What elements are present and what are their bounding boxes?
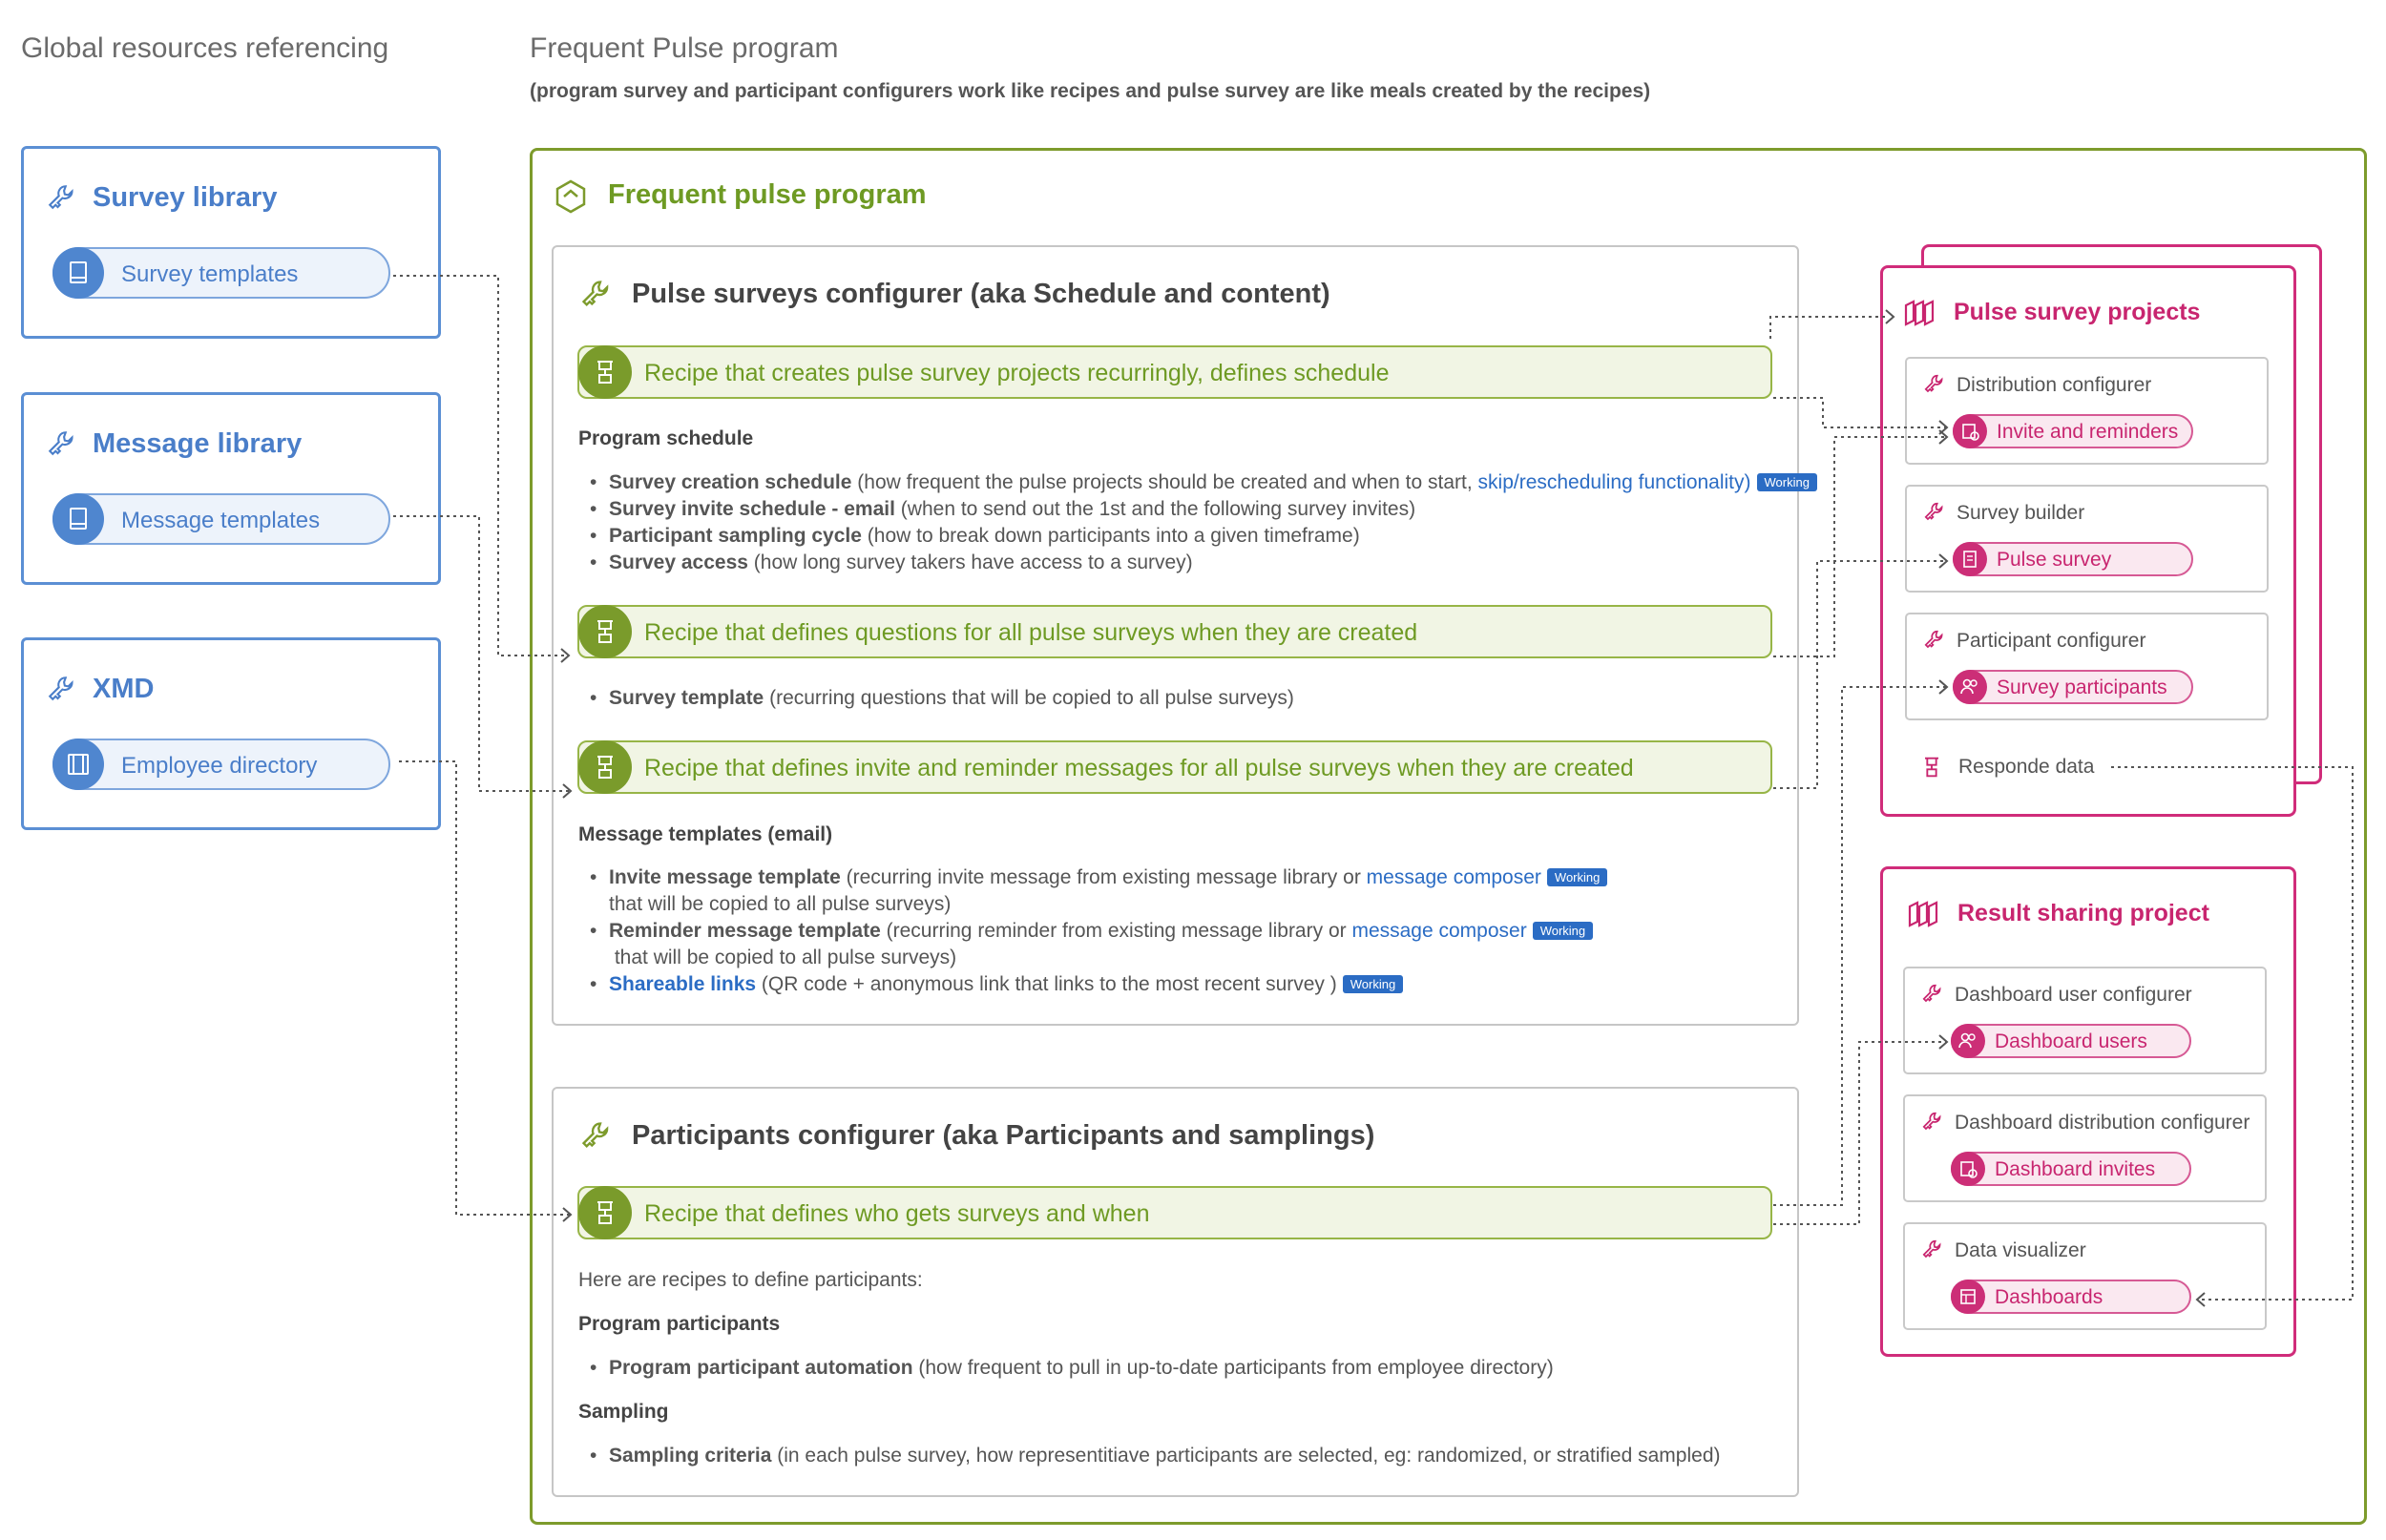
dashboard-user-configurer-title: Dashboard user configurer — [1955, 984, 2192, 1006]
schedule-item: • Survey creation schedule (how frequent the pulse projects should be created and when to start, skip/rescheduling functionality) Working — [609, 471, 1817, 494]
dashboards-label: Dashboards — [1995, 1286, 2103, 1308]
program-cycle-icon — [552, 177, 590, 216]
survey-icon — [1953, 542, 1987, 576]
dashboard-users-pill[interactable] — [1951, 1024, 2191, 1058]
wrench-icon — [45, 673, 79, 707]
invite-icon — [1953, 414, 1987, 448]
xmd-box[interactable] — [21, 637, 441, 830]
data-icon — [1918, 754, 1945, 780]
employee-directory-pill[interactable] — [52, 739, 390, 790]
book-icon — [52, 493, 104, 545]
shareable-links-item: • Shareable links (QR code + anonymous link that links to the most recent survey ) Working — [609, 973, 1403, 996]
directory-icon — [52, 739, 104, 790]
recipe-icon — [578, 345, 632, 399]
data-visualizer-box[interactable] — [1903, 1222, 2267, 1330]
pulse-configurer-title: Pulse surveys configurer (aka Schedule and content) — [632, 279, 1330, 309]
recipe-questions-label: Recipe that defines questions for all pulse surveys when they are created — [644, 619, 1418, 646]
distribution-configurer-title: Distribution configurer — [1957, 374, 2152, 396]
employee-directory-label: Employee directory — [121, 753, 318, 779]
survey-template-item: • Survey template (recurring questions that will be copied to all pulse surveys) — [609, 687, 1294, 710]
message-templates-heading: Message templates (email) — [578, 823, 833, 845]
dashboard-distribution-configurer-title: Dashboard distribution configurer — [1955, 1112, 2250, 1134]
recipe-messages[interactable] — [577, 740, 1772, 794]
data-visualizer-title: Data visualizer — [1955, 1239, 2086, 1261]
program-schedule-heading: Program schedule — [578, 427, 754, 449]
wrench-icon — [1922, 500, 1947, 525]
schedule-item: • Survey invite schedule - email (when to send out the 1st and the following survey invites) — [609, 498, 1415, 521]
result-project-title: Result sharing project — [1957, 900, 2209, 926]
working-badge: Working — [1533, 922, 1593, 940]
schedule-item: • Survey access (how long survey takers have access to a survey) — [609, 551, 1193, 574]
message-item: • Reminder message template (recurring reminder from existing message library or message composer Working — [609, 920, 1593, 943]
recipe-schedule[interactable] — [577, 345, 1772, 399]
participant-configurer-box[interactable] — [1905, 613, 2269, 720]
recipe-participants[interactable] — [577, 1186, 1772, 1239]
survey-participants-pill[interactable] — [1953, 670, 2193, 704]
wrench-icon — [1920, 1110, 1945, 1134]
message-composer-link[interactable]: message composer — [1351, 920, 1527, 942]
invite-reminders-pill[interactable] — [1953, 414, 2193, 448]
dashboard-icon — [1951, 1280, 1985, 1314]
xmd-title: XMD — [93, 674, 155, 704]
recipe-icon — [578, 605, 632, 658]
wrench-icon — [45, 427, 79, 462]
survey-library-title: Survey library — [93, 182, 278, 213]
recipe-questions[interactable] — [577, 605, 1772, 658]
recipe-icon — [578, 1186, 632, 1239]
working-badge: Working — [1547, 868, 1607, 886]
pulse-survey-pill[interactable] — [1953, 542, 2193, 576]
pulse-projects-title: Pulse survey projects — [1954, 299, 2201, 325]
dashboard-invites-pill[interactable] — [1951, 1152, 2191, 1186]
survey-library-box[interactable] — [21, 146, 441, 339]
participant-automation-item: • Program participant automation (how frequent to pull in up-to-date participants from employee directory) — [609, 1357, 1554, 1380]
book-icon — [52, 247, 104, 299]
message-item-line2: that will be copied to all pulse surveys) — [609, 893, 952, 915]
survey-builder-box[interactable] — [1905, 485, 2269, 593]
message-templates-label: Message templates — [121, 508, 321, 533]
wrench-icon — [578, 1118, 615, 1155]
working-badge: Working — [1343, 975, 1403, 993]
dashboard-distribution-configurer-box[interactable] — [1903, 1094, 2267, 1202]
survey-builder-title: Survey builder — [1957, 502, 2085, 524]
program-title: Frequent pulse program — [608, 179, 927, 210]
projects-icon — [1906, 897, 1944, 931]
users-icon — [1951, 1024, 1985, 1058]
shareable-links-link[interactable]: Shareable links — [609, 973, 757, 995]
message-templates-pill[interactable] — [52, 493, 390, 545]
pulse-survey-label: Pulse survey — [1997, 549, 2112, 571]
dashboard-invites-label: Dashboard invites — [1995, 1158, 2156, 1180]
reschedule-link[interactable]: skip/rescheduling functionality) — [1477, 471, 1751, 493]
working-badge: Working — [1757, 473, 1817, 491]
dashboard-users-label: Dashboard users — [1995, 1030, 2147, 1052]
response-data-label: Responde data — [1958, 756, 2095, 778]
participant-configurer-title: Participant configurer — [1957, 630, 2146, 652]
invite-reminders-label: Invite and reminders — [1997, 421, 2179, 443]
projects-icon — [1902, 296, 1940, 330]
recipe-messages-label: Recipe that defines invite and reminder messages for all pulse surveys when they are created — [644, 755, 1634, 781]
sampling-heading: Sampling — [578, 1401, 669, 1423]
wrench-icon — [1922, 628, 1947, 653]
message-library-title: Message library — [93, 428, 303, 459]
message-composer-link[interactable]: message composer — [1366, 866, 1541, 888]
recipe-participants-label: Recipe that defines who gets surveys and when — [644, 1200, 1150, 1227]
dashboards-pill[interactable] — [1951, 1280, 2191, 1314]
recipe-schedule-label: Recipe that creates pulse survey projects recurringly, defines schedule — [644, 360, 1390, 386]
program-participants-heading: Program participants — [578, 1313, 781, 1335]
recipe-icon — [578, 740, 632, 794]
message-library-box[interactable] — [21, 392, 441, 585]
survey-templates-pill[interactable] — [52, 247, 390, 299]
wrench-icon — [45, 181, 79, 216]
wrench-icon — [1922, 372, 1947, 397]
wrench-icon — [578, 277, 615, 313]
invite-icon — [1951, 1152, 1985, 1186]
users-icon — [1953, 670, 1987, 704]
schedule-item: • Participant sampling cycle (how to break down participants into a given timeframe) — [609, 525, 1360, 548]
participants-intro: Here are recipes to define participants: — [578, 1269, 923, 1291]
program-subtitle: (program survey and participant configurers work like recipes and pulse survey are like meals created by the recipes) — [530, 80, 1651, 102]
distribution-configurer-box[interactable] — [1905, 357, 2269, 465]
left-column-title: Global resources referencing — [21, 32, 389, 64]
wrench-icon — [1920, 982, 1945, 1007]
dashboard-user-configurer-box[interactable] — [1903, 967, 2267, 1074]
message-item-line2: that will be copied to all pulse surveys) — [609, 947, 957, 968]
wrench-icon — [1920, 1238, 1945, 1262]
participants-configurer-title: Participants configurer (aka Participants and samplings) — [632, 1120, 1375, 1151]
message-item: • Invite message template (recurring invite message from existing message library or message composer Working — [609, 866, 1607, 889]
survey-participants-label: Survey participants — [1997, 676, 2167, 698]
program-column-title: Frequent Pulse program — [530, 32, 839, 64]
sampling-criteria-item: • Sampling criteria (in each pulse survey, how representitiave participants are selected, eg: randomized, or stratified sampled) — [609, 1445, 1721, 1467]
survey-templates-label: Survey templates — [121, 261, 299, 287]
